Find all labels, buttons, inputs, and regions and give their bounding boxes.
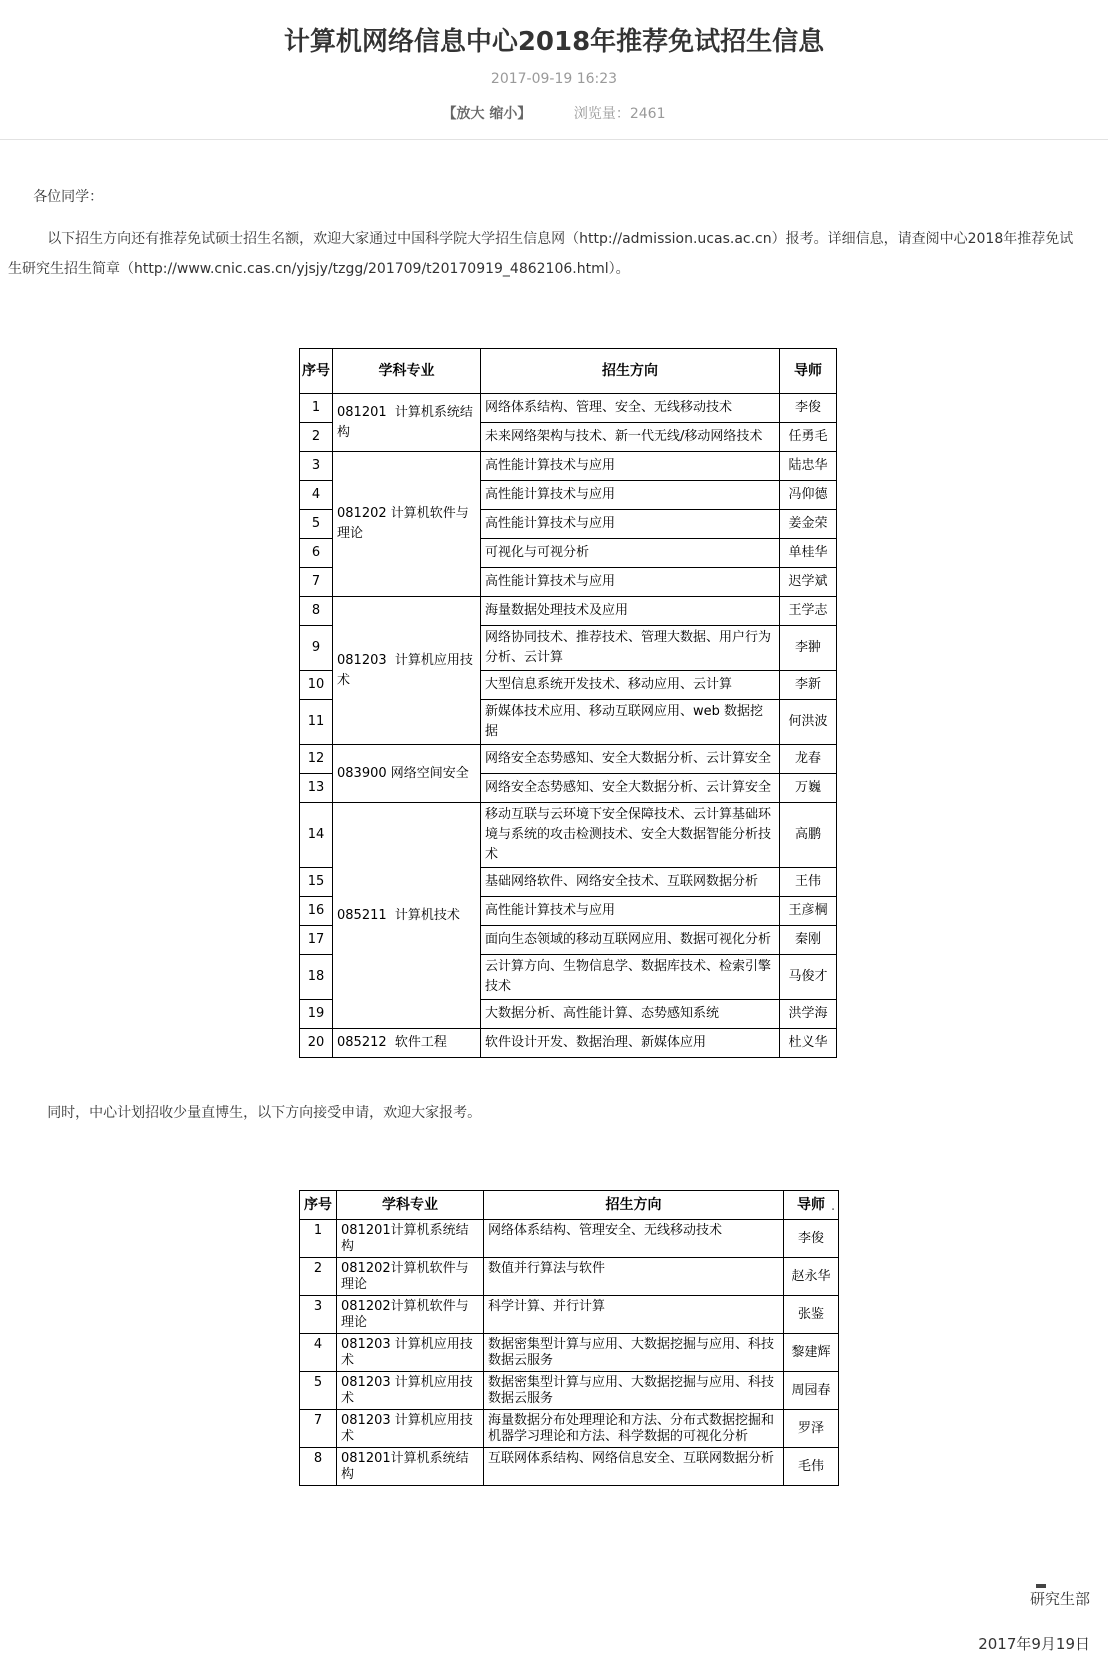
font-zoom-controls[interactable]: 【放大 缩小】: [442, 106, 532, 122]
cell-mentor: 迟学斌: [780, 568, 837, 597]
cell-seq: 1: [300, 1220, 337, 1258]
clipped-text-fragment: [1036, 1584, 1046, 1588]
cell-mentor: 何洪波: [780, 700, 837, 745]
cell-major: 085212 软件工程: [333, 1029, 481, 1058]
header-divider: [0, 139, 1108, 140]
cell-direction: 高性能计算技术与应用: [481, 481, 780, 510]
cell-major: 081203 计算机应用技术: [333, 597, 481, 745]
cell-direction: 大数据分析、高性能计算、态势感知系统: [481, 1000, 780, 1029]
cell-seq: 20: [300, 1029, 333, 1058]
cell-mentor: 单桂华: [780, 539, 837, 568]
table-row: [300, 597, 837, 626]
cell-major: 081203 计算机应用技术: [337, 1372, 484, 1410]
cell-mentor: 冯仰德: [780, 481, 837, 510]
cell-mentor: 王学志: [780, 597, 837, 626]
cell-direction: 数据密集型计算与应用、大数据挖掘与应用、科技数据云服务: [484, 1334, 784, 1372]
phd-intro-paragraph: 同时，中心计划招收少量直博生，以下方向接受申请，欢迎大家报考。: [47, 1105, 482, 1121]
cell-direction: 科学计算、并行计算: [484, 1296, 784, 1334]
cell-major: 081202计算机软件与理论: [337, 1258, 484, 1296]
cell-major: 081201计算机系统结构: [337, 1220, 484, 1258]
cell-seq: 18: [300, 955, 333, 1000]
cell-direction: 网络安全态势感知、安全大数据分析、云计算安全: [481, 774, 780, 803]
cell-major: 081201计算机系统结构: [337, 1448, 484, 1486]
cell-seq: 9: [300, 626, 333, 671]
cell-mentor: 龙春: [780, 745, 837, 774]
cell-direction: 移动互联与云环境下安全保障技术、云计算基础环境与系统的攻击检测技术、安全大数据智能分析技术: [481, 803, 780, 868]
table-row: [300, 1448, 839, 1486]
cell-seq: 3: [300, 1296, 337, 1334]
col-header-mentor: 导师: [784, 1191, 839, 1220]
cell-major: 081201 计算机系统结构: [333, 394, 481, 452]
cell-seq: 1: [300, 394, 333, 423]
col-header-mentor: 导师: [780, 349, 837, 394]
cell-direction: 数值并行算法与软件: [484, 1258, 784, 1296]
cell-mentor: 高鹏: [780, 803, 837, 868]
cell-direction: 可视化与可视分析: [481, 539, 780, 568]
master-admissions-table: [299, 348, 837, 1058]
cell-major: 083900 网络空间安全: [333, 745, 481, 803]
cell-seq: 8: [300, 1448, 337, 1486]
cell-direction: 网络协同技术、推荐技术、管理大数据、用户行为分析、云计算: [481, 626, 780, 671]
cell-mentor: 姜金荣: [780, 510, 837, 539]
cell-seq: 2: [300, 1258, 337, 1296]
cell-seq: 6: [300, 539, 333, 568]
cell-direction: 海量数据处理技术及应用: [481, 597, 780, 626]
cell-direction: 互联网体系结构、网络信息安全、互联网数据分析: [484, 1448, 784, 1486]
cell-direction: 海量数据分布处理理论和方法、分布式数据挖掘和机器学习理论和方法、科学数据的可视化分析: [484, 1410, 784, 1448]
signature-department: 研究生部: [1029, 1590, 1090, 1608]
cell-mentor: 万巍: [780, 774, 837, 803]
table-row: [300, 1220, 839, 1258]
col-header-direction: 招生方向: [484, 1191, 784, 1220]
cell-seq: 12: [300, 745, 333, 774]
cell-seq: 5: [300, 1372, 337, 1410]
cell-direction: 网络体系结构、管理安全、无线移动技术: [484, 1220, 784, 1258]
col-header-major: 学科专业: [333, 349, 481, 394]
cell-seq: 13: [300, 774, 333, 803]
signature-date: 2017年9月19日: [978, 1635, 1090, 1653]
greeting-text: 各位同学：: [33, 189, 104, 205]
phd-table-section: [0, 1190, 1108, 1486]
intro-paragraph: 以下招生方向还有推荐免试硕士招生名额，欢迎大家通过中国科学院大学招生信息网（http://admission.ucas.ac.cn）报考。详细信息，请查阅中心2018年推荐免试生研究生招生简章（http://www.cnic.cas.cn/yjsjy/tzgg/201709/t20170919_4862106.html）。: [8, 231, 1074, 277]
cell-seq: 4: [300, 481, 333, 510]
view-count: 浏览量：2461: [573, 106, 666, 122]
cell-direction: 网络体系结构、管理、安全、无线移动技术: [481, 394, 780, 423]
col-header-seq: 序号: [300, 1191, 337, 1220]
cell-direction: 未来网络架构与技术、新一代无线/移动网络技术: [481, 423, 780, 452]
cell-direction: 数据密集型计算与应用、大数据挖掘与应用、科技数据云服务: [484, 1372, 784, 1410]
cell-direction: 面向生态领域的移动互联网应用、数据可视化分析: [481, 926, 780, 955]
cell-mentor: 毛伟: [784, 1448, 839, 1486]
cell-direction: 基础网络软件、网络安全技术、互联网数据分析: [481, 868, 780, 897]
cell-mentor: 王彦棡: [780, 897, 837, 926]
cell-direction: 云计算方向、生物信息学、数据库技术、检索引擎技术: [481, 955, 780, 1000]
cell-seq: 7: [300, 1410, 337, 1448]
publish-datetime: 2017-09-19 16:23: [490, 71, 618, 87]
article-toolbar: [0, 103, 1108, 123]
cell-seq: 2: [300, 423, 333, 452]
table-row: [300, 394, 837, 423]
cell-seq: 10: [300, 671, 333, 700]
cell-seq: 14: [300, 803, 333, 868]
cell-direction: 新媒体技术应用、移动互联网应用、web 数据挖据: [481, 700, 780, 745]
cell-mentor: 马俊才: [780, 955, 837, 1000]
master-table-section: [0, 348, 1108, 1058]
table-row: [300, 1029, 837, 1058]
table-header-row: [300, 1191, 839, 1220]
cell-mentor: 洪学海: [780, 1000, 837, 1029]
cell-direction: 高性能计算技术与应用: [481, 510, 780, 539]
cell-seq: 15: [300, 868, 333, 897]
cell-seq: 11: [300, 700, 333, 745]
table-row: [300, 1334, 839, 1372]
cell-mentor: 黎建辉: [784, 1334, 839, 1372]
cell-seq: 16: [300, 897, 333, 926]
cell-mentor: 陆忠华: [780, 452, 837, 481]
cell-seq: 17: [300, 926, 333, 955]
cell-mentor: 赵永华: [784, 1258, 839, 1296]
col-header-seq: 序号: [300, 349, 333, 394]
cell-major: 081202 计算机软件与理论: [333, 452, 481, 597]
table-row: [300, 745, 837, 774]
cell-direction: 高性能计算技术与应用: [481, 452, 780, 481]
cell-major: 081203 计算机应用技术: [337, 1410, 484, 1448]
cell-direction: 高性能计算技术与应用: [481, 568, 780, 597]
cell-mentor: 李新: [780, 671, 837, 700]
cell-mentor: 秦刚: [780, 926, 837, 955]
cell-mentor: 王伟: [780, 868, 837, 897]
phd-admissions-table: [299, 1190, 839, 1486]
cell-seq: 19: [300, 1000, 333, 1029]
cell-mentor: 任勇毛: [780, 423, 837, 452]
col-header-major: 学科专业: [337, 1191, 484, 1220]
cell-mentor: 周园春: [784, 1372, 839, 1410]
table-row: [300, 1410, 839, 1448]
table-row: [300, 1372, 839, 1410]
cell-seq: 8: [300, 597, 333, 626]
table-header-row: [300, 349, 837, 394]
stray-mark: .: [831, 1199, 836, 1214]
cell-mentor: 罗泽: [784, 1410, 839, 1448]
cell-seq: 4: [300, 1334, 337, 1372]
cell-seq: 5: [300, 510, 333, 539]
cell-major: 085211 计算机技术: [333, 803, 481, 1029]
cell-mentor: 李翀: [780, 626, 837, 671]
cell-direction: 网络安全态势感知、安全大数据分析、云计算安全: [481, 745, 780, 774]
table-row: [300, 1258, 839, 1296]
col-header-direction: 招生方向: [481, 349, 780, 394]
cell-direction: 软件设计开发、数据治理、新媒体应用: [481, 1029, 780, 1058]
cell-mentor: 李俊: [780, 394, 837, 423]
cell-mentor: 杜义华: [780, 1029, 837, 1058]
cell-direction: 大型信息系统开发技术、移动应用、云计算: [481, 671, 780, 700]
table-row: [300, 803, 837, 868]
cell-direction: 高性能计算技术与应用: [481, 897, 780, 926]
cell-major: 081202计算机软件与理论: [337, 1296, 484, 1334]
cell-seq: 7: [300, 568, 333, 597]
cell-major: 081203 计算机应用技术: [337, 1334, 484, 1372]
cell-mentor: 李俊: [784, 1220, 839, 1258]
cell-seq: 3: [300, 452, 333, 481]
cell-mentor: 张鉴: [784, 1296, 839, 1334]
table-row: [300, 1296, 839, 1334]
table-row: [300, 452, 837, 481]
page-title: 计算机网络信息中心2018年推荐免试招生信息: [283, 27, 825, 57]
